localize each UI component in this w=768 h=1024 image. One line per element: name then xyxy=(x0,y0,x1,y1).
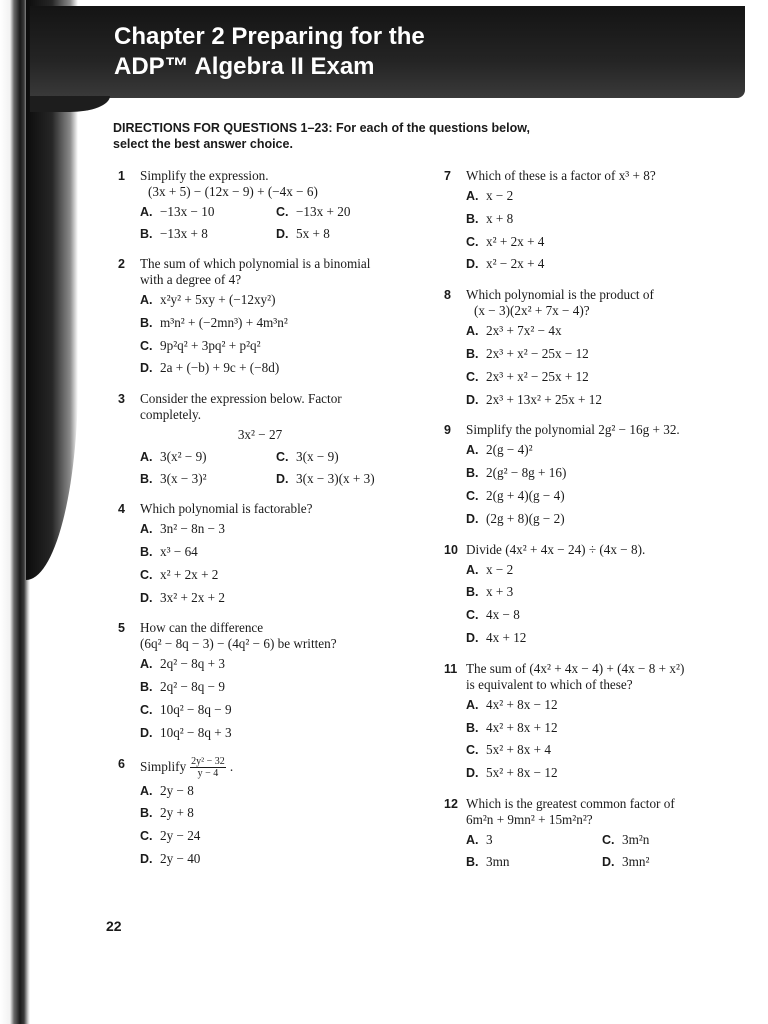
left-column xyxy=(118,168,418,882)
choice-text: x − 2 xyxy=(486,188,514,203)
answer-choices xyxy=(466,832,744,876)
choice-letter: D. xyxy=(276,227,289,241)
choice-letter: B. xyxy=(466,720,479,735)
choice-b[interactable] xyxy=(466,584,744,607)
choice-d[interactable] xyxy=(276,226,416,248)
choice-text: 4x − 8 xyxy=(486,607,520,623)
directions-line-1: DIRECTIONS FOR QUESTIONS 1–23: For each of the questions below, xyxy=(113,121,530,135)
choice-letter: D. xyxy=(276,472,289,487)
choice-text: 2x³ + 13x² + 25x + 12 xyxy=(486,391,602,407)
choice-text: x² + 2x + 4 xyxy=(486,233,545,249)
choice-letter: C. xyxy=(140,702,153,717)
choice-b[interactable] xyxy=(140,679,418,702)
choice-c[interactable] xyxy=(140,702,418,725)
choice-c[interactable] xyxy=(276,449,416,471)
question-3 xyxy=(118,391,418,493)
question-11 xyxy=(444,661,744,788)
chapter-title xyxy=(114,22,425,82)
answer-choices xyxy=(140,656,418,747)
choice-letter: C. xyxy=(466,369,479,384)
choice-letter: D. xyxy=(140,590,153,605)
choice-d[interactable] xyxy=(466,392,744,415)
question-1 xyxy=(118,168,418,248)
choice-letter: A. xyxy=(140,783,153,798)
choice-c[interactable] xyxy=(466,234,744,257)
choice-letter: D. xyxy=(466,630,479,645)
choice-text: x + 8 xyxy=(486,210,514,226)
choice-d[interactable] xyxy=(140,851,418,874)
choice-letter: D. xyxy=(466,392,479,407)
choice-c[interactable] xyxy=(466,742,744,765)
choice-text: 3(x − 3)² xyxy=(160,471,207,487)
directions-line-2: select the best answer choice. xyxy=(113,137,293,151)
question-stem xyxy=(140,756,418,779)
question-stem: Which is the greatest common factor of 6m²n + 9mn² + 15m²n²? xyxy=(466,795,675,827)
choice-text: 2(g + 4)(g − 4) xyxy=(486,487,565,503)
choice-text: 3 xyxy=(486,831,493,847)
question-number: 2 xyxy=(118,257,125,271)
choice-letter: B. xyxy=(140,315,153,330)
choice-letter: C. xyxy=(466,743,479,758)
answer-choices xyxy=(140,521,418,612)
choice-letter: B. xyxy=(466,585,479,600)
choice-c[interactable] xyxy=(466,369,744,392)
choice-text: 2x³ + 7x² − 4x xyxy=(486,323,562,339)
choice-letter: A. xyxy=(140,450,153,465)
choice-letter: C. xyxy=(466,608,479,623)
choice-b[interactable] xyxy=(140,315,418,338)
banner-curl xyxy=(30,96,110,112)
choice-text: x² − 2x + 4 xyxy=(486,256,545,272)
choice-letter: B. xyxy=(140,544,153,559)
choice-b[interactable] xyxy=(466,854,602,876)
choice-text: x³ − 64 xyxy=(160,543,198,559)
choice-letter: D. xyxy=(466,257,479,272)
choice-text: 2y + 8 xyxy=(160,805,194,821)
choice-b[interactable] xyxy=(140,471,276,493)
question-4 xyxy=(118,501,418,612)
question-stem: Which polynomial is factorable? xyxy=(140,501,313,517)
choice-a[interactable] xyxy=(140,292,418,315)
choice-text: 2y − 24 xyxy=(160,828,201,844)
directions xyxy=(113,120,593,152)
answer-choices xyxy=(466,562,744,653)
choice-text: 3(x − 3)(x + 3) xyxy=(296,471,375,487)
choice-c[interactable] xyxy=(466,488,744,511)
choice-a[interactable] xyxy=(466,323,744,346)
question-number: 5 xyxy=(118,621,125,636)
question-number: 7 xyxy=(444,169,451,183)
question-number: 4 xyxy=(118,502,125,517)
choice-letter: B. xyxy=(140,680,153,695)
question-9 xyxy=(444,422,744,533)
question-expression: 3x² − 27 xyxy=(237,427,283,443)
answer-choices xyxy=(466,323,744,414)
answer-choices xyxy=(466,697,744,788)
choice-c[interactable] xyxy=(602,832,742,854)
question-number: 6 xyxy=(118,756,125,771)
choice-text: 2a + (−b) + 9c + (−8d) xyxy=(160,360,280,376)
choice-letter: B. xyxy=(466,466,479,481)
choice-text: 9p²q² + 3pq² + p²q² xyxy=(160,337,261,353)
choice-letter: C. xyxy=(140,567,153,582)
choice-text: x + 3 xyxy=(486,584,514,600)
question-10 xyxy=(444,542,744,653)
question-stem: Consider the expression below. Factor completely. xyxy=(140,391,342,423)
choice-text: 5x² + 8x − 12 xyxy=(486,765,558,781)
question-number: 11 xyxy=(444,661,458,676)
choice-letter: C. xyxy=(140,338,153,353)
choice-letter: C. xyxy=(466,488,479,503)
choice-text: 10q² − 8q − 9 xyxy=(160,701,232,717)
choice-letter: A. xyxy=(140,293,153,307)
period: . xyxy=(229,759,234,775)
answer-choices xyxy=(140,292,418,383)
choice-letter: D. xyxy=(140,725,153,740)
choice-c[interactable] xyxy=(140,828,418,851)
stem-text: Simplify xyxy=(140,759,187,775)
choice-letter: B. xyxy=(466,346,479,361)
choice-text: 3(x − 9) xyxy=(296,449,339,465)
choice-text: 5x + 8 xyxy=(296,226,330,241)
choice-text: 4x² + 8x + 12 xyxy=(486,719,558,735)
title-line-1: Chapter 2 Preparing for the xyxy=(114,23,425,50)
choice-letter: B. xyxy=(140,227,153,241)
choice-text: 2q² − 8q + 3 xyxy=(160,656,225,672)
question-number: 1 xyxy=(118,169,125,183)
choice-c[interactable] xyxy=(140,338,418,361)
choice-a[interactable] xyxy=(140,656,418,679)
choice-letter: B. xyxy=(466,211,479,226)
choice-text: 4x² + 8x − 12 xyxy=(486,696,558,712)
choice-text: 3(x² − 9) xyxy=(160,449,207,465)
choice-letter: A. xyxy=(466,697,479,712)
choice-b[interactable] xyxy=(140,805,418,828)
answer-choices xyxy=(140,204,418,248)
answer-choices xyxy=(140,783,418,874)
choice-d[interactable] xyxy=(466,256,744,279)
choice-text: x²y² + 5xy + (−12xy²) xyxy=(160,292,276,307)
choice-letter: A. xyxy=(466,443,479,458)
question-stem: Simplify the expression. xyxy=(140,168,269,183)
choice-b[interactable] xyxy=(466,465,744,488)
right-column xyxy=(444,168,744,884)
choice-text: 3x² + 2x + 2 xyxy=(160,589,225,605)
choice-d[interactable] xyxy=(140,725,418,748)
choice-text: 10q² − 8q + 3 xyxy=(160,724,232,740)
answer-choices xyxy=(466,442,744,533)
choice-text: 4x + 12 xyxy=(486,629,527,645)
choice-letter: A. xyxy=(466,189,479,203)
choice-letter: D. xyxy=(140,361,153,376)
answer-choices xyxy=(466,188,744,279)
choice-text: −13x − 10 xyxy=(160,204,215,219)
choice-d[interactable] xyxy=(466,630,744,653)
choice-b[interactable] xyxy=(466,346,744,369)
question-7 xyxy=(444,168,744,279)
question-12 xyxy=(444,796,744,876)
choice-d[interactable] xyxy=(276,471,416,493)
fraction-numerator: 2y² − 32 xyxy=(191,755,225,767)
choice-b[interactable] xyxy=(466,720,744,743)
choice-a[interactable] xyxy=(466,562,744,585)
choice-letter: D. xyxy=(466,766,479,781)
question-2 xyxy=(118,256,418,383)
choice-b[interactable] xyxy=(140,544,418,567)
choice-letter: A. xyxy=(140,205,153,219)
choice-letter: B. xyxy=(466,854,479,869)
choice-letter: A. xyxy=(140,657,153,672)
choice-text: x² + 2x + 2 xyxy=(160,566,219,582)
choice-letter: D. xyxy=(140,851,153,866)
fraction-denominator: y − 4 xyxy=(197,767,219,779)
choice-text: 2q² − 8q − 9 xyxy=(160,679,225,695)
page-number: 22 xyxy=(106,918,122,934)
question-5 xyxy=(118,620,418,747)
choice-letter: C. xyxy=(140,829,153,844)
question-stem: Which of these is a factor of x³ + 8? xyxy=(466,168,656,183)
question-number: 12 xyxy=(444,796,458,811)
choice-text: 3mn² xyxy=(622,853,650,869)
title-line-2: ADP™ Algebra II Exam xyxy=(114,53,375,80)
choice-letter: A. xyxy=(466,324,479,339)
choice-a[interactable] xyxy=(140,783,418,806)
question-expression: (3x + 5) − (12x − 9) + (−4x − 6) xyxy=(148,184,318,199)
choice-c[interactable] xyxy=(140,567,418,590)
choice-a[interactable] xyxy=(140,449,276,471)
choice-letter: A. xyxy=(466,562,479,577)
question-stem: Simplify the polynomial 2g² − 16g + 32. xyxy=(466,422,680,438)
question-number: 10 xyxy=(444,542,458,557)
question-stem: How can the difference (6q² − 8q − 3) − (4q² − 6) be written? xyxy=(140,620,337,652)
choice-b[interactable] xyxy=(466,211,744,234)
choice-d[interactable] xyxy=(602,854,742,876)
choice-c[interactable] xyxy=(466,607,744,630)
choice-c[interactable] xyxy=(276,204,416,226)
question-number: 8 xyxy=(444,288,451,303)
choice-a[interactable] xyxy=(466,188,744,211)
choice-text: (2g + 8)(g − 2) xyxy=(486,510,565,526)
question-stem: Divide (4x² + 4x − 24) ÷ (4x − 8). xyxy=(466,541,646,557)
choice-letter: A. xyxy=(140,522,153,537)
answer-choices xyxy=(140,449,418,493)
choice-text: 2(g − 4)² xyxy=(486,442,533,458)
choice-letter: C. xyxy=(602,832,615,847)
choice-text: 3m²n xyxy=(622,831,650,847)
question-number: 9 xyxy=(444,423,451,438)
choice-a[interactable] xyxy=(140,521,418,544)
choice-text: x − 2 xyxy=(486,561,514,577)
choice-letter: B. xyxy=(140,806,153,821)
choice-b[interactable] xyxy=(140,226,276,248)
choice-d[interactable] xyxy=(466,511,744,534)
question-8 xyxy=(444,287,744,414)
choice-letter: C. xyxy=(276,205,289,219)
choice-letter: D. xyxy=(602,854,615,869)
choice-letter: C. xyxy=(466,234,479,249)
choice-text: −13x + 20 xyxy=(296,204,351,219)
choice-letter: B. xyxy=(140,472,153,487)
choice-d[interactable] xyxy=(466,765,744,788)
choice-a[interactable] xyxy=(466,832,602,854)
choice-text: 3n² − 8n − 3 xyxy=(160,521,225,537)
choice-text: m³n² + (−2mn³) + 4m³n² xyxy=(160,314,288,330)
choice-a[interactable] xyxy=(466,697,744,720)
choice-text: 2y − 40 xyxy=(160,850,201,866)
choice-letter: A. xyxy=(466,832,479,847)
question-stem: The sum of which polynomial is a binomial with a degree of 4? xyxy=(140,256,371,287)
choice-text: 3mn xyxy=(486,853,510,869)
choice-text: −13x + 8 xyxy=(160,226,208,241)
choice-d[interactable] xyxy=(140,360,418,383)
question-number: 3 xyxy=(118,392,125,407)
question-stem: Which polynomial is the product of xyxy=(466,287,654,303)
choice-text: 2(g² − 8g + 16) xyxy=(486,465,567,481)
choice-d[interactable] xyxy=(140,590,418,613)
fraction xyxy=(190,756,226,779)
choice-text: 2x³ + x² − 25x + 12 xyxy=(486,368,589,384)
question-expression: (x − 3)(2x² + 7x − 4)? xyxy=(474,303,590,319)
choice-letter: D. xyxy=(466,511,479,526)
question-stem: The sum of (4x² + 4x − 4) + (4x − 8 + x²) is equivalent to which of these? xyxy=(466,660,685,692)
question-6 xyxy=(118,756,418,874)
choice-a[interactable] xyxy=(140,204,276,226)
choice-letter: C. xyxy=(276,450,289,465)
choice-text: 2y − 8 xyxy=(160,782,194,798)
choice-text: 2x³ + x² − 25x − 12 xyxy=(486,345,589,361)
choice-text: 5x² + 8x + 4 xyxy=(486,742,551,758)
choice-a[interactable] xyxy=(466,442,744,465)
